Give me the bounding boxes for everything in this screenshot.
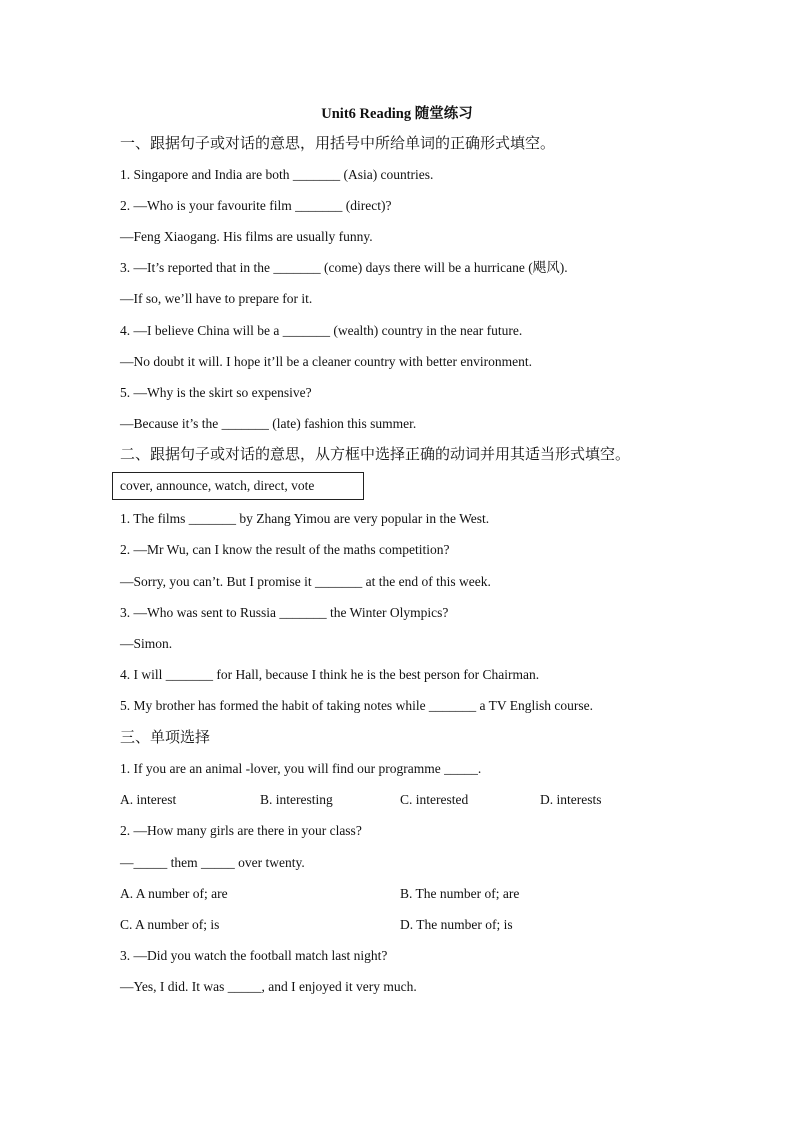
q3-sub: —Yes, I did. It was _____, and I enjoyed it very much. — [120, 979, 417, 994]
section3-heading: 三、单项选择 — [120, 730, 211, 746]
q1-option-c: C. interested — [400, 792, 469, 807]
s2-line-1: 1. The films _______ by Zhang Yimou are very popular in the West. — [120, 511, 490, 526]
page-title: Unit6 Reading 随堂练习 — [321, 106, 473, 122]
q2-stem: 2. —How many girls are there in your class? — [120, 823, 362, 838]
q3-stem: 3. —Did you watch the football match last night? — [120, 948, 388, 963]
s1-line-8: 5. —Why is the skirt so expensive? — [120, 385, 312, 400]
s1-line-7: —No doubt it will. I hope it’ll be a cleaner country with better environment. — [120, 354, 533, 369]
q2-option-b: B. The number of; are — [400, 886, 520, 901]
s2-line-3: —Sorry, you can’t. But I promise it _______ at the end of this week. — [120, 574, 491, 589]
q2-option-c: C. A number of; is — [120, 917, 220, 932]
s1-line-2: 2. —Who is your favourite film _______ (direct)? — [120, 198, 392, 213]
s2-line-4: 3. —Who was sent to Russia _______ the Winter Olympics? — [120, 605, 449, 620]
s1-line-4: 3. —It’s reported that in the _______ (come) days there will be a hurricane (飓风). — [120, 260, 568, 275]
word-box: cover, announce, watch, direct, vote — [112, 472, 364, 500]
q2-option-a: A. A number of; are — [120, 886, 228, 901]
q2-sub: —_____ them _____ over twenty. — [120, 855, 305, 870]
s2-line-5: —Simon. — [120, 636, 173, 651]
q1-option-b: B. interesting — [260, 792, 333, 807]
s1-line-5: —If so, we’ll have to prepare for it. — [120, 291, 313, 306]
q1-option-d: D. interests — [540, 792, 602, 807]
section1-heading: 一、跟据句子或对话的意思，用括号中所给单词的正确形式填空。 — [120, 136, 556, 152]
q1-stem: 1. If you are an animal -lover, you will find our programme _____. — [120, 761, 482, 776]
q1-option-a: A. interest — [120, 792, 177, 807]
q2-option-d: D. The number of; is — [400, 917, 513, 932]
s1-line-1: 1. Singapore and India are both _______ (Asia) countries. — [120, 167, 434, 182]
s1-line-6: 4. —I believe China will be a _______ (wealth) country in the near future. — [120, 323, 523, 338]
section2-heading: 二、跟据句子或对话的意思，从方框中选择正确的动词并用其适当形式填空。 — [120, 447, 631, 463]
s1-line-3: —Feng Xiaogang. His films are usually funny. — [120, 229, 373, 244]
s2-line-7: 5. My brother has formed the habit of taking notes while _______ a TV English course. — [120, 698, 594, 713]
s1-line-9: —Because it’s the _______ (late) fashion this summer. — [120, 416, 417, 431]
s2-line-2: 2. —Mr Wu, can I know the result of the maths competition? — [120, 542, 450, 557]
s2-line-6: 4. I will _______ for Hall, because I think he is the best person for Chairman. — [120, 667, 540, 682]
